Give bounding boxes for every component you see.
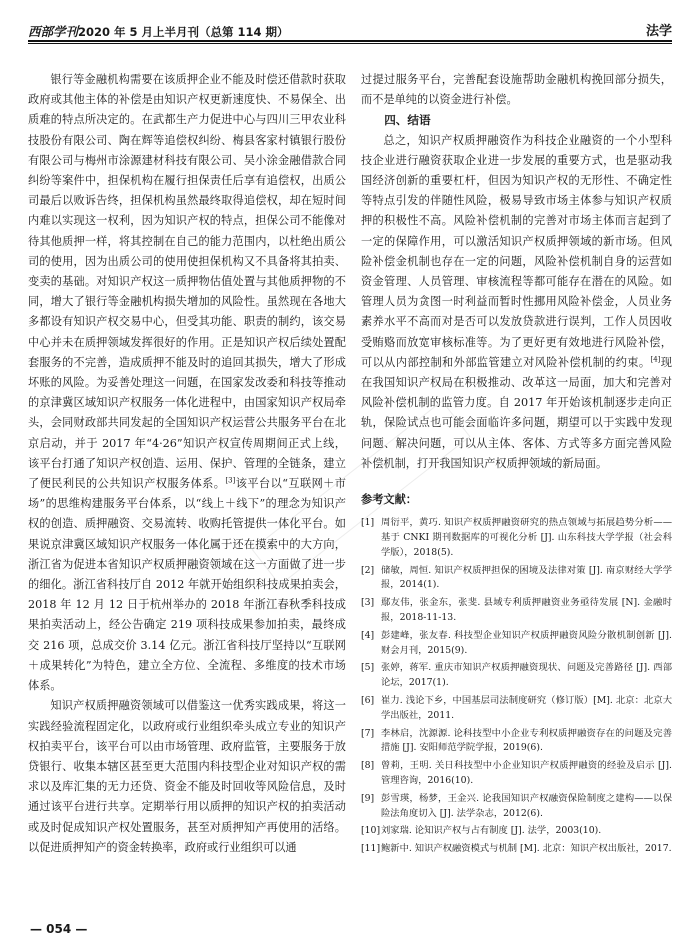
- paragraph: [28, 70, 346, 696]
- reference-number: [3]: [361, 597, 375, 609]
- issue-info: 2020 年 5 月上半月刊（总第 114 期）: [78, 25, 289, 39]
- reference-text: 刘家瑞. 论知识产权与占有制度 [J]. 法学，2003(10).: [381, 825, 602, 837]
- footnote-marker: [3]: [225, 476, 236, 485]
- reference-text: 周衍平，黄巧. 知识产权质押融资研究的热点领域与拓展趋势分析——基于 CNKI 期刊数据库的可视化分析 [J]. 山东科技大学学报（社会科学版），2018(5).: [381, 517, 672, 558]
- left-column: [28, 70, 346, 858]
- reference-number: [8]: [361, 760, 375, 772]
- right-column: [361, 70, 672, 860]
- reference-text: 鄢友伟，张金东，张斐. 县域专利质押融资业务亟待发展 [N]. 金融时报，2018-11-13.: [381, 597, 672, 624]
- reference-text: 张婷，蒋军. 重庆市知识产权质押融资现状、问题及完善路径 [J]. 西部论坛，2017(1).: [381, 662, 672, 689]
- header-publication-info: [28, 22, 289, 40]
- references-list: [361, 516, 672, 857]
- reference-item: [361, 629, 672, 659]
- reference-number: [6]: [361, 695, 375, 707]
- reference-text: 李林启，沈源源. 论科技型中小企业专利权质押融资存在的问题及完善措施 [J]. 安阳师范学院学报，2019(6).: [381, 727, 672, 754]
- reference-number: [4]: [361, 629, 375, 641]
- section-heading: 四、结语: [384, 113, 431, 128]
- reference-item: [361, 759, 672, 789]
- reference-number: [9]: [361, 792, 375, 804]
- header-rule-thick: [28, 40, 672, 42]
- header-rule-thin: [28, 43, 672, 44]
- paragraph: 知识产权质押融资领域可以借鉴这一优秀实践成果，将这一实践经验流程固定化，以政府或行业组织牵头成立专业的知识产权拍卖平台，该平台可以由市场管理、政府监管，主要服务于放贷银行、收集本辖区甚至更大范围内科技型企业对知识产权的需求以及库汇集的无力还贷、资金不能及时回收等风险信息，及时通过该平台进行共享。定期举行用以质押的知识产权的拍卖活动或及时促成知识产权处置服务，甚至对质押知产再使用的活络。以促进质押知产的资金转换率，政府或行业组织可以通: [28, 699, 346, 854]
- section-name: 法学: [645, 24, 672, 39]
- page-number: — 054 —: [30, 922, 88, 936]
- reference-text: 崔力. 浅论下乡，中国基层司法制度研究（修订版）[M]. 北京：北京大学出版社，2011.: [381, 695, 672, 721]
- reference-number: [1]: [361, 517, 375, 529]
- paragraph-text: 该平台以“互联网＋市场”的思维构建服务平台体系，以“线上＋线下”的理念为知识产权的创造、质押融资、交易流转、收购托管提供一体化平台。如果说京津冀区域知识产权服务一体化属于还在摸索中的大方向，浙江省为促进本省知识产权质押融资领域在这一方面做了进一步的细化。浙江省科技厅自 2012 年就开始组织科技成果拍卖会，2018 年 12 月 12 日于杭州举办的 2018 年浙江春秋季科技成果拍卖活动上，经公告确定 219 项科技成果参加拍卖，最终成交 216 项，总成交价 3.14 亿元。浙江省科技厅坚持以“互联网＋成果转化”为特色，建立全方位、全流程、多维度的技术市场体系。: [28, 477, 346, 693]
- paragraph-continuation: 过提过服务平台，完善配套设施帮助金融机构挽回部分损失，而不是单纯的以资金进行补偿。: [361, 73, 672, 107]
- reference-number: [2]: [361, 564, 375, 576]
- paragraph-text: 总之，知识产权质押融资作为科技企业融资的一个小型科技企业进行融资获取企业进一步发展的重要方式，也是驱动我国经济创新的重要杠杆，但因为知识产权的无形性、不确定性等特点引发的伴随性风险，极易导致市场主体参与知识产权质押的积极性不高。风险补偿机制的完善对市场主体而言起到了一定的保障作用，可以激活知识产权质押领域的新市场。但风险补偿金机制也存在一定的问题，风险补偿机制自身的运营如资金管理、人员管理、审核流程等都可能存在潜在的风险。如管理人员为贪图一时利益而暂时性挪用风险补偿金，人员业务素养水平不高而对是否可以发放贷款进行误判，工作人员因收受贿赂而放宽审核标准等。为了更好更有效地进行风险补偿，可以从内部控制和外部监管建立对风险补偿机制的约束。: [361, 133, 672, 369]
- reference-text: 储敏，周恒. 知识产权质押担保的困境及法律对策 [J]. 南京财经大学学报，2014(1).: [381, 564, 672, 591]
- reference-item: [361, 824, 672, 839]
- reference-number: [5]: [361, 662, 375, 674]
- paragraph-text: 银行等金融机构需要在该质押企业不能及时偿还借款时获取政府或其他主体的补偿是由知识产权更新速度快、不易保全、出质难的特点所决定的。在武都生产力促进中心与四川三甲农业科技股份有限公司、陶在辉等追偿权纠纷、梅县客家村镇银行股份有限公司与梅州市涂源建材科技有限公司、吴小涂金融借款合同纠纷等案件中，担保机构在履行担保责任后享有追偿权，出质公司最后以败诉告终，担保机构虽然最终取得追偿权，却在短时间内难以实现这一权利，因为知识产权的特点，担保公司不能像对待其他质押一样，将其控制在自己的能力范围内，以杜绝出质公司的使用，因为出质公司的使用使担保机构又不具备将其拍卖、变卖的基础。对知识产权这一质押物估值处置与其他质押物的不同，增大了银行等金融机构损失增加的风险性。虽然现在各地大多都设有知识产权交易中心，但受其功能、职责的制约，该交易中心并未在质押领域发挥很好的作用。正是知识产权后续处置配套服务的不完善，造成质押不能及时的追回其损失，增大了形成坏账的风险。为妥善处理这一问题，在国家发改委和科技等推动的京津冀区域知识产权服务一体化进程中，由国家知识产权局牵头，会同财政部共同发起的全国知识产权运营公共服务平台在北京启动，并于 2017 年“4·26”知识产权宣传周期间正式上线，该平台打通了知识产权创造、运用、保护、管理的全链条，建立了便民利民的公共知识产权服务体系。: [28, 73, 346, 491]
- paragraph-text: 现在我国知识产权局在积极推动、改革这一局面，加大和完善对风险补偿机制的监管力度。自 2017 年开始该机制逐步走向正轨，保险试点也可能会面临许多问题，期望可以于实践中发现问题、解决问题，可以从主体、客体、方式等多方面完善风险补偿机制，打开我国知识产权质押领域的新局面。: [361, 355, 672, 470]
- reference-item: [361, 792, 672, 822]
- running-header: [28, 18, 672, 42]
- reference-number: [11]: [361, 843, 381, 855]
- reference-text: 曾莉，王明. 关日科技型中小企业知识产权质押融资的经验及启示 [J]. 管理咨询，2016(10).: [381, 760, 672, 787]
- reference-number: [10]: [361, 825, 381, 837]
- references-heading: 参考文献：: [361, 493, 417, 507]
- reference-number: [7]: [361, 727, 375, 739]
- reference-item: [361, 564, 672, 594]
- reference-item: [361, 727, 672, 757]
- paragraph: [361, 131, 672, 474]
- reference-text: 彭雪瑛，杨梦，王金兴. 论我国知识产权融资保险制度之建构——以保险法角度切入 [J]. 法学杂志，2012(6).: [381, 792, 672, 819]
- magazine-name: 西部学刊: [28, 24, 79, 39]
- reference-item: [361, 694, 672, 724]
- footnote-marker: [4]: [650, 355, 661, 364]
- reference-item: [361, 596, 672, 626]
- reference-text: 鲍新中. 知识产权融资模式与机制 [M]. 北京：知识产权出版社，2017.: [381, 843, 672, 855]
- reference-text: 彭建峰，张友春. 科技型企业知识产权质押融资风险分散机制创新 [J]. 财会月刊，2015(9).: [381, 629, 672, 656]
- reference-item: [361, 842, 672, 857]
- reference-item: [361, 516, 672, 560]
- reference-item: [361, 661, 672, 691]
